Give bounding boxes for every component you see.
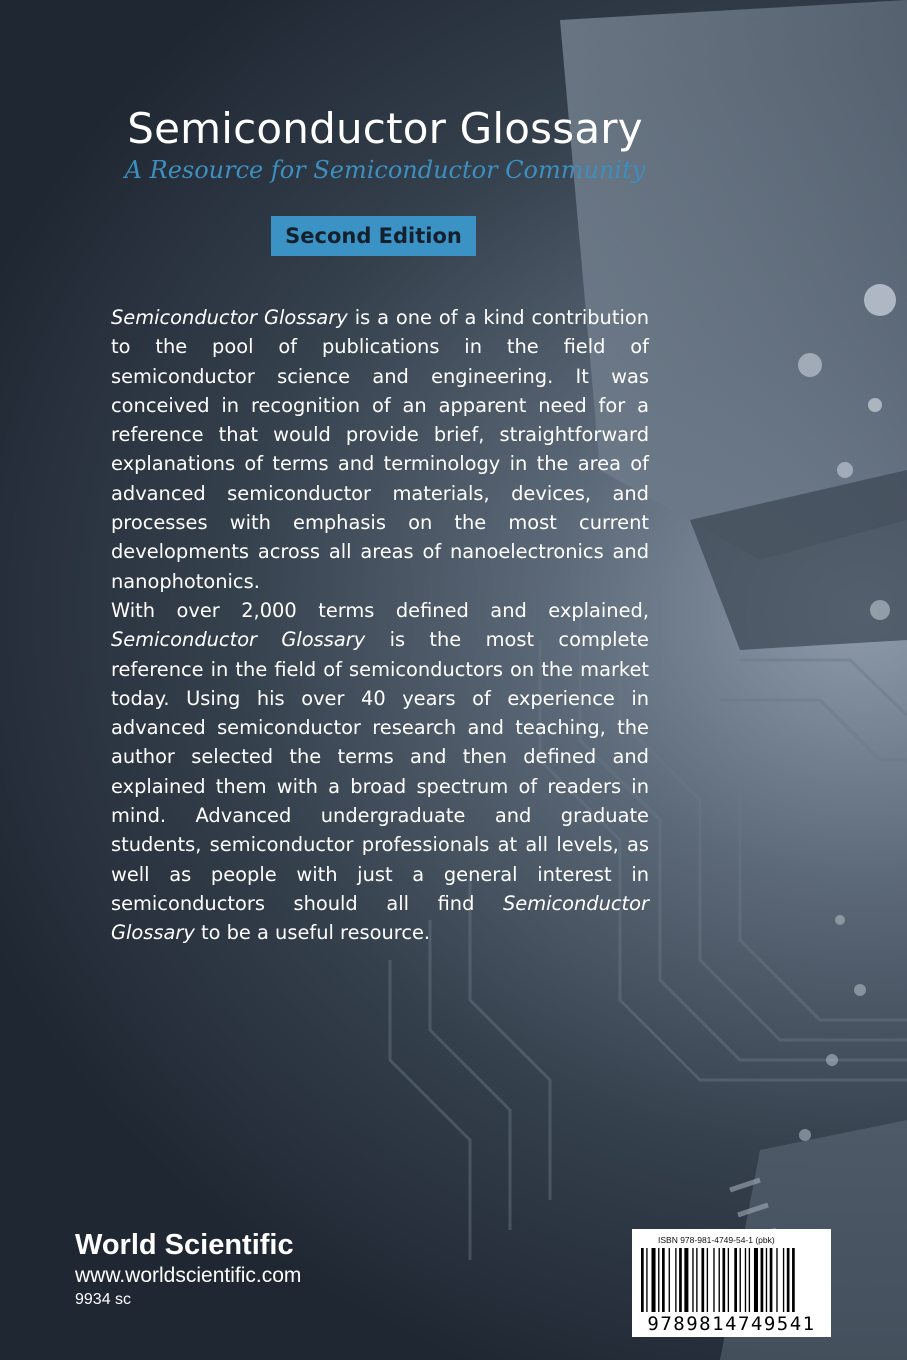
paragraph-2-intro: With over 2,000 terms defined and explained, [111,599,649,622]
circuit-nodes [799,915,866,1141]
product-code: 9934 sc [75,1291,132,1308]
isbn-label: ISBN 978-981-4749-54-1 (pbk) [658,1235,775,1245]
book-title: Semiconductor Glossary [127,104,643,153]
paragraph-2-middle: is the most complete reference in the field of semiconductors on the market today. Using his over 40 years of experience in advanced semiconductor research and teaching, the author selected the terms and then defined and explained them with a broad spectrum of readers in mind. Advanced undergraduate and graduate students, semiconductor professionals at all levels, as well as people with just a general interest in semiconductors should all find [111,628,649,915]
publisher-name: World Scientific [75,1229,294,1261]
barcode-bars [640,1248,823,1312]
edition-badge: Second Edition [271,216,476,256]
barcode-digits: 9789814749541 [647,1313,816,1335]
description-paragraph-1 [111,303,649,596]
book-name-italic: Semiconductor Glossary [111,306,348,329]
description-paragraph-2 [111,596,649,948]
isbn-barcode [632,1229,831,1337]
book-subtitle: A Resource for Semiconductor Community [124,156,646,184]
paragraph-2-end: to be a useful resource. [194,921,431,945]
book-name-italic: Semiconductor Glossary [111,891,649,945]
book-name-italic: Semiconductor Glossary [111,628,366,652]
publisher-website: www.worldscientific.com [75,1264,302,1287]
paragraph-1-text: is a one of a kind contribution to the pool of publications in the field of semiconductor science and engineering. It was conceived in recognition of an apparent need for a reference that would provide brief, straightforward explanations of terms and terminology in the area of advanced semiconductor materials, devices, and processes with emphasis on the most current developments across all areas of nanoelectronics and nanophotonics. [111,306,649,593]
